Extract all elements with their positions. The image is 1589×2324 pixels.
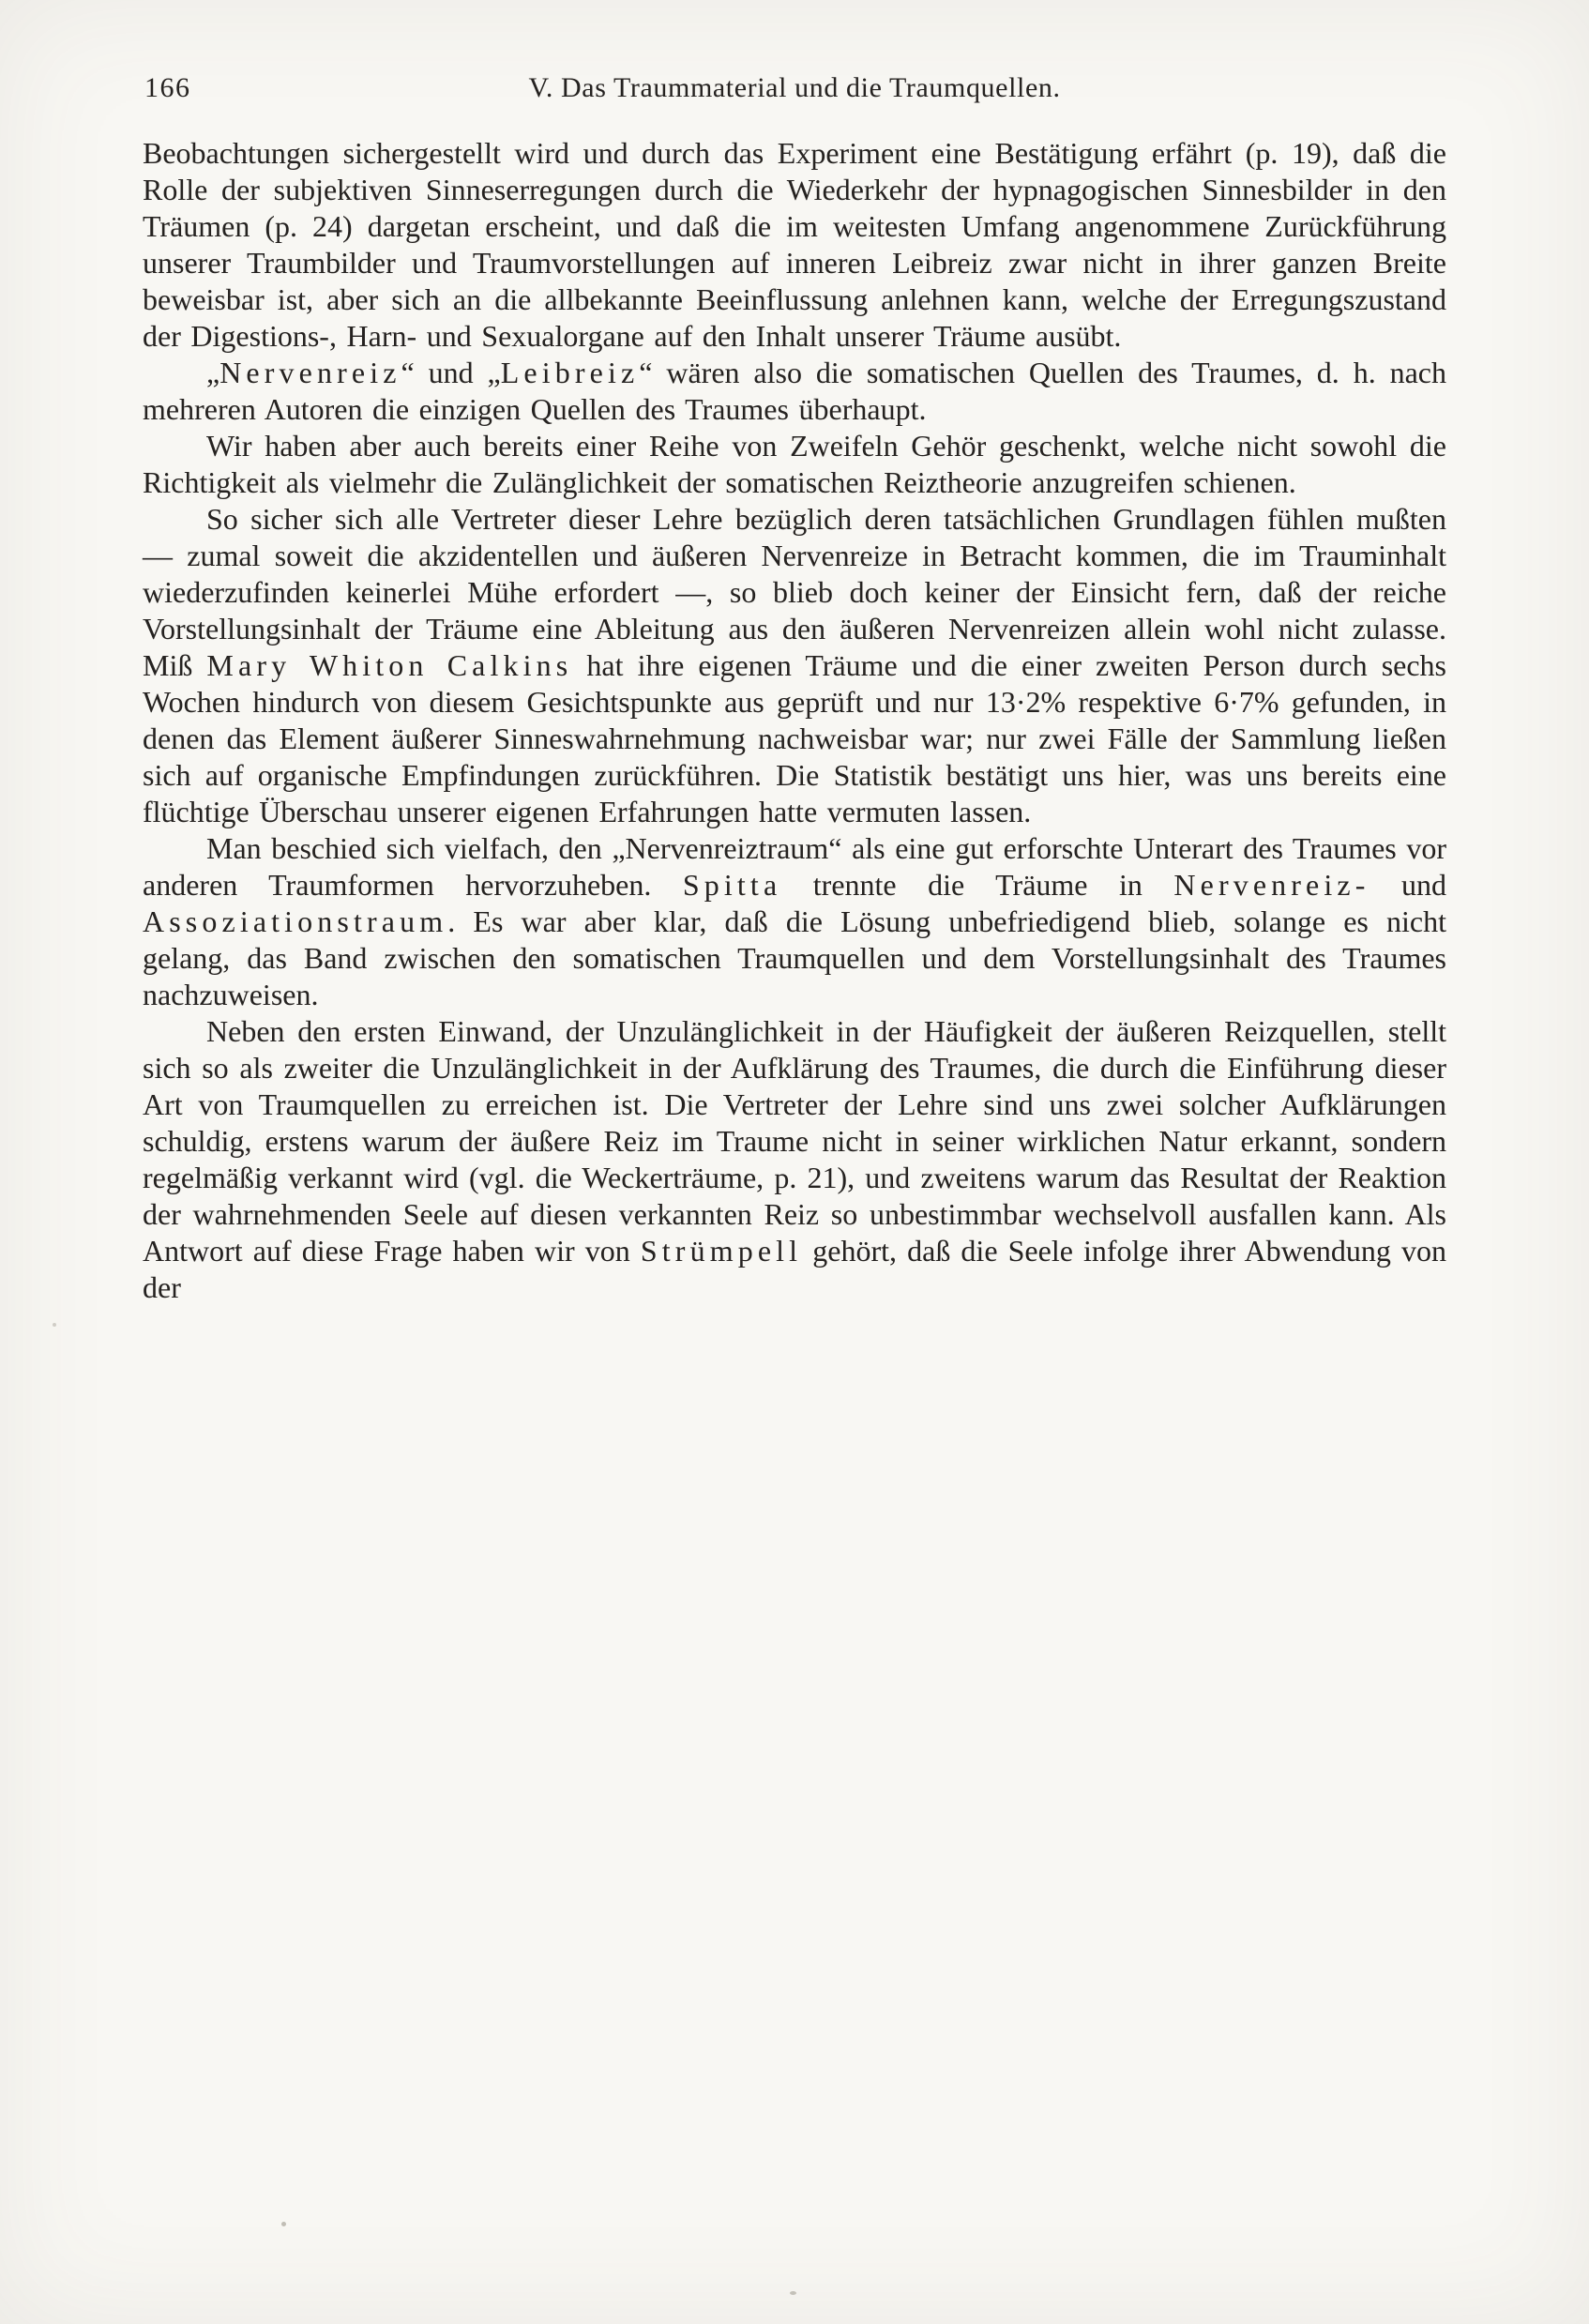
text-segment: trennte die Träume in [781,868,1174,902]
scan-artifact-dot [281,2222,286,2226]
text-segment: gehört, daß die Seele infolge ihrer Abwendung von der [143,1234,1447,1304]
running-title: V. Das Traummaterial und die Traumquellen. [528,72,1061,103]
text-segment: “ und „ [401,356,501,389]
text-segment: Man beschied sich vielfach, den „Nervenreiztraum“ als eine gut erforschte Unterart des Traumes vor anderen Traumformen hervorzuheben. [143,831,1446,902]
text-segment: . Es war aber klar, daß die Lösung unbefriedigend blieb, solange es nicht gelang, das Band zwischen den somatischen Traumquellen und dem Vorstellungsinhalt des Traumes nachzuweisen. [143,904,1446,1011]
text-segment: hat ihre eigenen Träume und die einer zweiten Person durch sechs Wochen hindurch von diesem Gesichtspunkte aus geprüft und nur 13·2% respektive 6·7% gefunden, in denen das Element äußerer Sinneswahrnehmung nachweisbar war; nur zwei Fälle der Sammlung ließen sich auf organische Empfindungen zurückführen. Die Statistik bestätigt uns hier, was uns bereits eine flüchtige Überschau unserer eigenen Erfahrungen hatte vermuten lassen. [143,648,1447,828]
body-text [143,135,1446,1306]
text-segment: und [1370,868,1446,902]
emphasized-term: Spitta [682,868,782,902]
emphasized-term: Mary Whiton Calkins [206,648,573,682]
paragraph [143,355,1446,428]
text-segment: Neben den ersten Einwand, der Unzulänglichkeit in der Häufigkeit der äußeren Reizquellen, stellt sich so als zweiter die Unzulänglichkeit in der Aufklärung des Traumes, die durch die Einführung dieser Art von Traumquellen zu erreichen ist. Die Vertreter der Lehre sind uns zwei solcher Aufklärungen schuldig, erstens warum der äußere Reiz im Traume nicht in seiner wirklichen Natur erkannt, sondern regelmäßig verkannt wird (vgl. die Weckerträume, p. 21), und zweitens warum das Resultat der Reaktion der wahrnehmenden Seele auf diesen verkannten Reiz so unbestimmbar wechselvoll ausfallen kann. Als Antwort auf diese Frage haben wir von [143,1014,1446,1268]
paragraph [143,501,1446,830]
text-segment: “ wären also die somatischen Quellen des Traumes, d. h. nach mehreren Autoren die einzigen Quellen des Traumes überhaupt. [143,356,1446,426]
page-number: 166 [144,72,191,103]
page-header [143,69,1446,111]
scan-artifact-dot [790,2291,796,2295]
text-segment: „ [206,356,220,389]
emphasized-term: Nervenreiz [219,356,401,389]
text-segment: So sicher sich alle Vertreter dieser Lehre bezüglich deren tatsächlichen Grundlagen fühlen mußten — zumal soweit die akzidentellen und äußeren Nervenreize in Betracht kommen, die im Trauminhalt wiederzufinden keinerlei Mühe erfordert —, so blieb doch keiner der Einsicht fern, daß der reiche Vorstellungsinhalt der Träume eine Ableitung aus den äußeren Nervenreizen allein wohl nicht zulasse. Miß [143,502,1446,682]
paragraph [143,830,1446,1013]
scan-artifact-dot [53,1323,56,1327]
emphasized-term: Assoziationstraum [143,904,448,938]
emphasized-term: Strümpell [640,1234,803,1268]
paragraph [143,1013,1446,1306]
emphasized-term: Nervenreiz- [1173,868,1370,902]
emphasized-term: Leibreiz [500,356,640,389]
paragraph: Wir haben aber auch bereits einer Reihe von Zweifeln Gehör geschenkt, welche nicht sowohl die Richtigkeit als vielmehr die Zulänglichkeit der somatischen Reiztheorie anzugreifen schienen. [143,429,1446,499]
paragraph: Beobachtungen sichergestellt wird und durch das Experiment eine Bestätigung erfährt (p. 19), daß die Rolle der subjektiven Sinneserregungen durch die Wiederkehr der hypnagogischen Sinnesbilder in den Träumen (p. 24) dargetan erscheint, und daß die im weitesten Umfang angenommene Zurückführung unserer Traumbilder und Traumvorstellungen auf inneren Leibreiz zwar nicht in ihrer ganzen Breite beweisbar ist, aber sich an die allbekannte Beeinflussung anlehnen kann, welche der Erregungszustand der Digestions-, Harn- und Sexualorgane auf den Inhalt unserer Träume ausübt. [143,136,1446,353]
